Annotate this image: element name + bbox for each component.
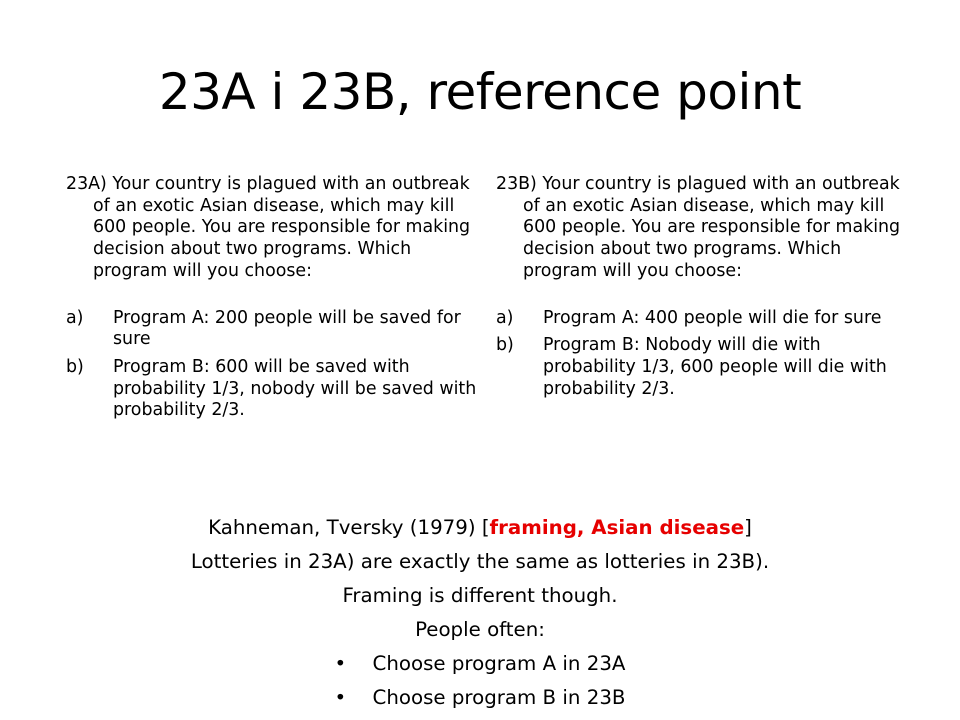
option-23a-a — [66, 308, 486, 351]
scenario-23a-options — [66, 308, 486, 423]
bullet-text: Choose program B in 23B — [372, 686, 626, 709]
option-text: Program A: 200 people will be saved for sure — [113, 307, 461, 350]
bullet-icon: • — [334, 652, 347, 675]
option-marker: b) — [496, 335, 514, 356]
option-text: Program B: 600 will be saved with probability 1/3, nobody will be saved with probability 2/3. — [113, 356, 477, 421]
option-23a-b — [66, 357, 486, 422]
right-column-23b — [496, 174, 916, 406]
people-often-line: People often: — [415, 618, 545, 641]
citation-line — [0, 511, 960, 545]
bullet-icon: • — [334, 686, 347, 709]
option-marker: b) — [66, 356, 84, 377]
option-marker: a) — [496, 307, 514, 328]
left-column-23a — [66, 174, 486, 428]
option-23b-a — [496, 308, 916, 330]
option-marker: a) — [66, 307, 84, 328]
scenario-23b-prompt: 23B) Your country is plagued with an outbreak of an exotic Asian disease, which may kill 600 people. You are responsible for making decision about two programs. Which program will you choose: — [496, 174, 901, 281]
bullet-item — [0, 681, 960, 715]
option-text: Program B: Nobody will die with probability 1/3, 600 people will die with probability 2/3. — [543, 335, 887, 399]
citation-suffix: ] — [744, 516, 752, 539]
option-text: Program A: 400 people will die for sure — [543, 307, 882, 328]
scenario-23b-options — [496, 308, 916, 401]
citation-highlight: framing, Asian disease — [489, 516, 745, 539]
summary-block — [0, 511, 960, 715]
bullet-item — [0, 647, 960, 681]
citation-prefix: Kahneman, Tversky (1979) [ — [208, 516, 490, 539]
option-23b-b — [496, 335, 916, 400]
lotteries-line: Lotteries in 23A) are exactly the same as lotteries in 23B). — [190, 550, 770, 573]
slide-title: 23A i 23B, reference point — [158, 63, 802, 121]
framing-line: Framing is different though. — [342, 584, 618, 607]
bullet-text: Choose program A in 23A — [372, 652, 626, 675]
scenario-23a-prompt: 23A) Your country is plagued with an outbreak of an exotic Asian disease, which may kill 600 people. You are responsible for making decision about two programs. Which program will you choose: — [66, 174, 471, 281]
